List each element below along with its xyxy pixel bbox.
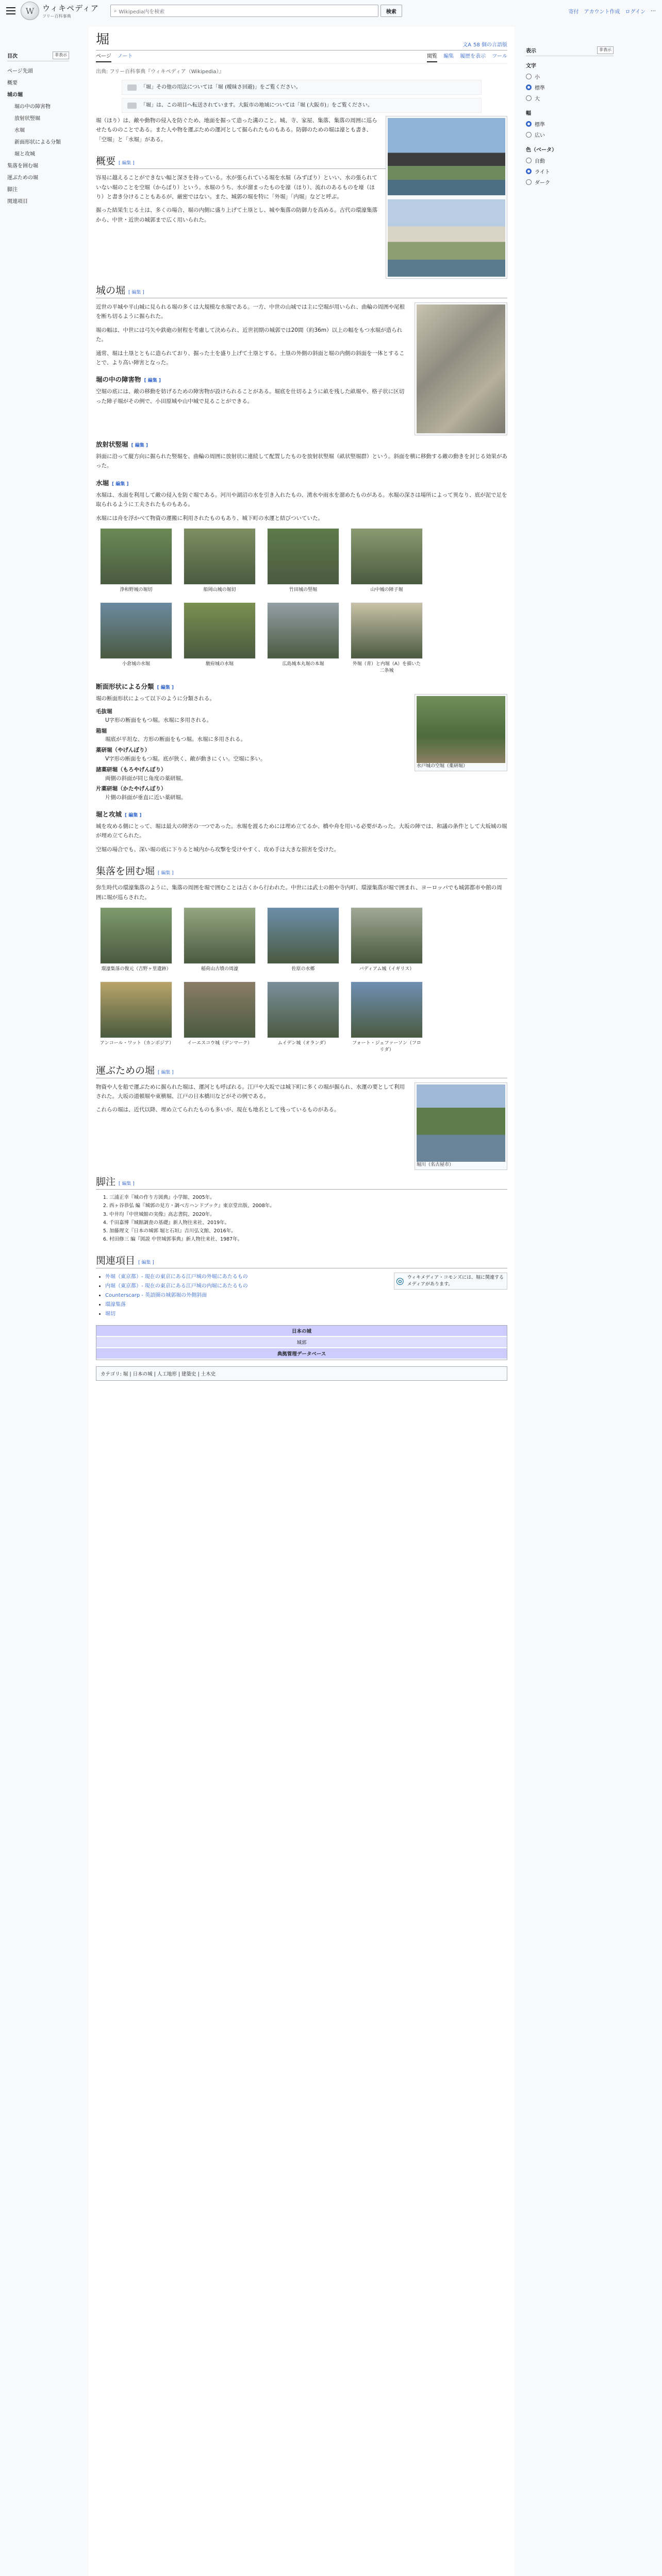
hatnote xyxy=(122,98,482,113)
edit-link[interactable]: [ 編集 ] xyxy=(119,1181,135,1187)
edit-link[interactable]: [ 編集 ] xyxy=(112,481,129,487)
gallery-caption: 駿府城の水堀 xyxy=(205,662,234,667)
gallery-item xyxy=(267,528,339,594)
option-label: 自動 xyxy=(535,159,545,164)
term-description: 片側の斜面が垂直に近い薬研堀。 xyxy=(105,794,187,801)
appearance-panel xyxy=(526,46,614,188)
figure-model xyxy=(415,302,507,435)
related-link[interactable]: 堀切 xyxy=(105,1311,115,1317)
gallery-image[interactable] xyxy=(100,907,172,964)
commons-box xyxy=(394,1273,507,1290)
toc-item[interactable]: 放射状竪堀 xyxy=(14,116,40,122)
gallery-image[interactable] xyxy=(184,602,256,659)
intro-paragraph: 堀（ほり）は、敵や動物の侵入を防ぐため、地面を掘って造った溝のこと。城、寺、家屋、集落、集落の周囲に巡らせたもののことである。また人や物を運ぶための運河として掘られたものもある。防御のための堀は濠とも書き、「空堀」と「水堀」がある。 xyxy=(96,117,377,143)
section-heading xyxy=(96,1174,507,1190)
donate-link[interactable]: 寄付 xyxy=(568,9,579,15)
toc-item[interactable]: 堀の中の障害物 xyxy=(14,104,51,110)
text-size-label: 文字 xyxy=(526,63,536,69)
related-item xyxy=(105,1310,507,1319)
reference-item: 1. 三浦正幸『城の作り方図典』小学館、2005年。 xyxy=(109,1194,507,1202)
heading-text: 堀の中の障害物 xyxy=(96,376,141,384)
edit-link[interactable]: [ 編集 ] xyxy=(157,685,174,690)
gallery-item xyxy=(267,907,339,973)
gallery-item xyxy=(184,602,256,674)
gallery-image[interactable] xyxy=(351,907,423,964)
toc-hide-button[interactable]: 非表示 xyxy=(53,52,69,59)
canal-image[interactable] xyxy=(417,1084,505,1162)
paragraph: 物資や人を船で運ぶために掘られた堀は、運河とも呼ばれる。江戸や大坂では城下町に多くの堀が掘られ、水運の要として利用された。大坂の道頓堀や東横堀、江戸の日本橋川などがその例である。 xyxy=(96,1083,405,1100)
radio-icon xyxy=(526,121,532,127)
gallery-caption: イーエスコウ城（デンマーク） xyxy=(187,1041,252,1046)
section-heading xyxy=(96,283,507,298)
term: 諸薬研堀（もろやげんぼり） xyxy=(96,766,167,773)
gallery xyxy=(100,528,503,674)
dry-moat-image[interactable] xyxy=(417,696,505,763)
wordmark-tagline: フリー百科事典 xyxy=(42,14,71,19)
commons-text: ウィキメディア・コモンズには、堀に関連するメディアがあります。 xyxy=(407,1275,504,1287)
gallery-item xyxy=(267,981,339,1053)
navbox xyxy=(96,1325,507,1360)
option-label: ライト xyxy=(535,170,550,175)
tab-edit[interactable]: 編集 xyxy=(443,54,454,59)
paragraph: 水堀には舟を浮かべて物資の運搬に利用されたものもあり、城下町の水運と結びついていた。 xyxy=(96,515,323,521)
radio-icon xyxy=(526,74,532,79)
paragraph: 通常、堀は土塁とともに造られており、掘った土を盛り上げて土塁とする。土塁の外側の斜面と堀の内側の斜面を一体とすることで、より高い障害となった。 xyxy=(96,350,405,366)
heading-text: 城の堀 xyxy=(96,285,126,296)
page-tabs xyxy=(96,50,507,64)
toc-header xyxy=(7,52,69,61)
appearance-header xyxy=(526,46,614,56)
gallery-caption: アンコール・ワット（カンボジア） xyxy=(100,1041,174,1046)
wordmark[interactable] xyxy=(42,3,99,19)
hatnote-text: 「堀」その他の用法については「堀 (曖昧さ回避)」をご覧ください。 xyxy=(141,84,301,90)
subsection-heading xyxy=(96,809,507,819)
login-link[interactable]: ログイン xyxy=(625,9,646,15)
gallery-image[interactable] xyxy=(267,981,339,1038)
text-option-small[interactable] xyxy=(526,71,614,82)
heading-text: 脚注 xyxy=(96,1176,116,1188)
commons-icon: ◎ xyxy=(396,1276,404,1287)
tab-read[interactable]: 閲覧 xyxy=(427,52,437,62)
paragraph: 城を攻める側にとって、堀は最大の障害の一つであった。水堀を渡るためには埋め立てるか、橋や舟を用いる必要があった。大坂の陣では、和議の条件として大坂城の堀が埋め立てられた。 xyxy=(96,823,507,839)
text-option-standard[interactable] xyxy=(526,82,614,93)
gallery-item xyxy=(351,602,423,674)
edit-link[interactable]: [ 編集 ] xyxy=(158,1070,174,1075)
tab-history[interactable]: 履歴を表示 xyxy=(460,54,486,59)
section-heading xyxy=(96,863,507,879)
language-button[interactable] xyxy=(462,40,507,48)
term: 箱堀 xyxy=(96,727,107,734)
toc-item[interactable]: 新面形状による分類 xyxy=(14,140,61,145)
heading-text: 水堀 xyxy=(96,479,109,487)
section-heading xyxy=(96,1063,507,1078)
toc-item[interactable]: 概要 xyxy=(7,80,18,86)
search-icon: ⌕ xyxy=(113,8,117,14)
paragraph: 堀の断面形状によって以下のように分類される。 xyxy=(96,695,215,702)
edit-link[interactable]: [ 編集 ] xyxy=(131,443,148,448)
toc-item[interactable]: ページ先頭 xyxy=(7,69,33,74)
toc-item[interactable]: 城の堀 xyxy=(7,92,23,98)
appearance-hide-button[interactable]: 非表示 xyxy=(597,46,614,54)
menu-icon[interactable] xyxy=(6,7,15,14)
reference-item: 5. 加藤理文『日本の城郭 堀と石垣』吉川弘文館、2016年。 xyxy=(109,1227,507,1235)
translate-icon: 文A xyxy=(462,42,472,48)
user-links xyxy=(569,7,656,15)
option-label: 小 xyxy=(535,75,540,80)
gallery-image[interactable] xyxy=(184,907,256,964)
option-label: 広い xyxy=(535,133,545,139)
gallery-image[interactable] xyxy=(100,528,172,585)
radio-icon xyxy=(526,84,532,90)
tab-tools[interactable]: ツール xyxy=(492,54,507,59)
term: 毛抜堀 xyxy=(96,708,112,715)
color-option-light[interactable] xyxy=(526,166,614,177)
toc-list xyxy=(7,64,69,207)
gallery-caption: 山中城の障子堀 xyxy=(370,587,403,592)
gallery-caption: 環濠集落の復元（吉野ヶ里遺跡） xyxy=(101,966,171,972)
option-label: 標準 xyxy=(535,122,545,128)
table-of-contents xyxy=(7,52,69,207)
gallery-item xyxy=(100,602,172,674)
paragraph: 空堀の場合でも、深い堀の底に下りると城内から攻撃を受けやすく、攻め手は大きな損害を受けた。 xyxy=(96,846,340,853)
heading-text: 関連項目 xyxy=(96,1255,136,1267)
gallery-caption: 小倉城の水堀 xyxy=(122,662,150,667)
reference-item: 3. 中井均『中世城館の実像』高志書院、2020年。 xyxy=(109,1211,507,1219)
gallery xyxy=(100,907,503,1054)
radio-icon xyxy=(526,179,532,185)
more-icon[interactable]: ⋯ xyxy=(651,8,656,14)
gallery-caption: 佐原の水郷 xyxy=(291,966,315,972)
references-list xyxy=(109,1194,507,1244)
heading-text: 放射状竪堀 xyxy=(96,440,128,448)
option-label: ダーク xyxy=(535,180,550,186)
gallery-image[interactable] xyxy=(184,981,256,1038)
hatnote xyxy=(122,80,482,95)
paragraph: 堀の幅は、中世には弓矢や鉄砲の射程を考慮して決められ、近世初期の城郭では20間（約36m）以上の幅をもつ水堀が造られた。 xyxy=(96,327,403,343)
reference-item: 2. 西ヶ谷恭弘 編『城郭の見方・調べ方ハンドブック』東京堂出版、2008年。 xyxy=(109,1202,507,1210)
section-heading xyxy=(96,1253,507,1268)
article-content xyxy=(89,27,515,2576)
width-option-wide[interactable] xyxy=(526,129,614,140)
color-label: 色（ベータ） xyxy=(526,147,557,153)
tab-talk[interactable]: ノート xyxy=(117,54,133,59)
figure-caption: 堀川（名古屋市） xyxy=(417,1162,454,1167)
toc-item[interactable]: 関連項目 xyxy=(7,199,28,205)
toc-item[interactable]: 集落を囲む堀 xyxy=(7,163,38,169)
related-link[interactable]: Counterscarp - 英語圏の城郭堀の外側斜面 xyxy=(105,1293,207,1299)
gallery-caption: ムイデン城（オランダ） xyxy=(277,1041,329,1046)
appearance-title: 表示 xyxy=(526,48,536,54)
radio-icon xyxy=(526,132,532,138)
figure-matsumoto xyxy=(386,116,507,279)
heading-text: 堀と攻城 xyxy=(96,810,122,818)
toc-title: 目次 xyxy=(7,54,18,59)
redirect-icon xyxy=(127,103,137,109)
width-label: 幅 xyxy=(526,111,531,116)
radio-icon xyxy=(526,168,532,174)
paragraph: 掘った結果生じる土は、多くの場合、堀の内側に盛り上げて土塁とし、城や集落の防御力を高める。古代の環濠集落から、中世・近世の城郭まで広く用いられた。 xyxy=(96,207,377,223)
edit-link[interactable]: [ 編集 ] xyxy=(158,871,174,876)
language-count: 58 個の言語版 xyxy=(473,42,507,48)
gallery-caption: 稲荷山古墳の周濠 xyxy=(201,966,238,972)
gallery-caption: 浄和野城の堀切 xyxy=(120,587,153,592)
subsection-heading xyxy=(96,478,507,487)
figure-horikawa xyxy=(415,1082,507,1171)
term-description: V字形の断面をもつ堀。底が狭く、敵が動きにくい。空堀に多い。 xyxy=(105,756,266,762)
toc-item[interactable]: 堀と攻城 xyxy=(14,151,35,157)
castle-image[interactable] xyxy=(388,118,505,195)
gallery-image[interactable] xyxy=(267,528,339,585)
gallery-item xyxy=(184,981,256,1053)
navbox-title[interactable]: 日本の城 xyxy=(96,1326,507,1337)
heading-text: 断面形状による分類 xyxy=(96,682,154,690)
related-item xyxy=(105,1291,507,1300)
related-link[interactable]: 環濠集落 xyxy=(105,1302,126,1308)
gallery-caption: 竹田城の竪堀 xyxy=(289,587,317,592)
edit-link[interactable]: [ 編集 ] xyxy=(128,290,144,295)
figure-caption: 水戸城の空堀（薬研堀） xyxy=(417,763,468,769)
edit-link[interactable]: [ 編集 ] xyxy=(119,161,135,166)
paragraph: 容易に越えることができない幅と深さを持っている。水が張られている堀を水堀（みずぼり）といい、水の張られていない堀のことを空堀（からぼり）という。水堀のうち、水が溜まったものを濠（ほり）、流れのあるものを壕（ほり）と書き分けることもあるが、厳密ではない。また、城郭の堀を特に「外堀」「内堀」などと呼ぶ。 xyxy=(96,175,377,200)
reference-item: 4. 千田嘉博『城館調査の基礎』新人物往来社、2019年。 xyxy=(109,1219,507,1227)
related-link[interactable]: 外堀（東京都）- 現在の東京にある江戸城の外堀にあたるもの xyxy=(105,1274,248,1280)
gallery-item xyxy=(351,528,423,594)
option-label: 標準 xyxy=(535,86,545,91)
navbox-row[interactable]: 典拠管理データベース xyxy=(96,1348,507,1360)
paragraph: 斜面に沿って縦方向に掘られた竪堀を、曲輪の周囲に放射状に連続して配置したものを放射状竪堀（畝状竪堀群）という。斜面を横に移動する敵の動きを封じる効果があった。 xyxy=(96,453,507,469)
heading-text: 運ぶための堀 xyxy=(96,1064,155,1076)
gallery-caption: バディアム城（イギリス） xyxy=(359,966,415,972)
paragraph: 水堀は、水面を利用して敵の侵入を防ぐ堀である。河川や湖沼の水を引き入れたもの、湧水や雨水を溜めたものがある。水堀の深さは場所によって異なり、底が泥で足を取られるように工夫されたものもある。 xyxy=(96,492,507,508)
toc-item[interactable]: 脚注 xyxy=(7,187,18,193)
hatnote-text: 「堀」は、この項目へ転送されています。大阪市の地域については「堀 (大阪市)」をご覧ください。 xyxy=(141,103,373,108)
gallery-item xyxy=(100,981,172,1053)
term: 片薬研堀（かたやげんぼり） xyxy=(96,786,167,792)
heading-text: 集落を囲む堀 xyxy=(96,866,155,877)
article-source: 出典: フリー百科事典『ウィキペディア（Wikipedia）』 xyxy=(96,69,224,75)
heading-text: 概要 xyxy=(96,156,116,167)
gallery-caption: フォート・ジェファーソン（フロリダ） xyxy=(352,1041,421,1053)
gallery-image[interactable] xyxy=(351,602,423,659)
tab-page[interactable]: ページ xyxy=(96,52,111,62)
search-input[interactable] xyxy=(110,5,378,17)
gallery-item xyxy=(100,528,172,594)
moat-image[interactable] xyxy=(388,199,505,277)
related-item xyxy=(105,1300,507,1310)
text-option-large[interactable] xyxy=(526,93,614,104)
radio-icon xyxy=(526,95,532,101)
width-option-standard[interactable] xyxy=(526,118,614,129)
edit-link[interactable]: [ 編集 ] xyxy=(125,813,142,818)
subsection-heading xyxy=(96,439,507,449)
edit-link[interactable]: [ 編集 ] xyxy=(144,378,161,384)
gallery-item xyxy=(267,602,339,674)
radio-icon xyxy=(526,158,532,163)
edit-link[interactable]: [ 編集 ] xyxy=(138,1260,154,1266)
paragraph: 弥生時代の環濠集落のように、集落の周囲を堀で囲むことは古くから行われた。中世には武士の館や寺内町、環濠集落が堀で囲まれ、ヨーロッパでも城郭都市や館の周囲に堀が巡らされた。 xyxy=(96,885,502,901)
gallery-image[interactable] xyxy=(184,528,256,585)
search-placeholder: Wikipedia内を検索 xyxy=(119,9,165,15)
term: 薬研堀（やげんぼり） xyxy=(96,747,150,754)
gallery-image[interactable] xyxy=(100,981,172,1038)
option-label: 大 xyxy=(535,96,540,102)
page-title: 堀 xyxy=(96,32,110,47)
related-link[interactable]: 内堀（東京都）- 現在の東京にある江戸城の内堀にあたるもの xyxy=(105,1283,248,1290)
term-description: 堀底が平坦な、方形の断面をもつ堀。水堀に多用される。 xyxy=(105,736,246,743)
gallery-image[interactable] xyxy=(100,602,172,659)
color-option-dark[interactable] xyxy=(526,177,614,188)
gallery-item xyxy=(351,907,423,973)
castle-model-image[interactable] xyxy=(417,304,505,433)
search-button[interactable]: 検索 xyxy=(380,5,402,17)
wordmark-title: ウィキペディア xyxy=(42,4,99,13)
gallery-caption: 広島城本丸堀の本堀 xyxy=(282,662,324,667)
gallery-caption: 外堀（青）と内堀（A）を描いた二条城 xyxy=(352,662,421,674)
toc-item[interactable]: 運ぶための堀 xyxy=(7,175,38,181)
color-option-auto[interactable] xyxy=(526,155,614,166)
gallery-caption: 船岡山城の堀切 xyxy=(203,587,236,592)
gallery-item xyxy=(100,907,172,973)
paragraph: 近世の平城や平山城に見られる堀の多くは大規模な水堀である。一方、中世の山城では主に空堀が用いられ、曲輪の周囲や尾根を断ち切るように掘られた。 xyxy=(96,304,405,320)
wikipedia-logo[interactable]: W xyxy=(21,2,39,20)
gallery-item xyxy=(184,907,256,973)
page-title-bar xyxy=(96,27,507,50)
subsection-heading xyxy=(96,682,507,691)
term-description: 両側の斜面が同じ角度の薬研堀。 xyxy=(105,775,187,782)
gallery-image[interactable] xyxy=(267,907,339,964)
paragraph: これらの堀は、近代以降、埋め立てられたものも多いが、現在も地名として残っているものがある。 xyxy=(96,1107,340,1113)
create-account-link[interactable]: アカウント作成 xyxy=(584,9,620,15)
gallery-item xyxy=(351,981,423,1053)
gallery-image[interactable] xyxy=(267,602,339,659)
gallery-image[interactable] xyxy=(351,528,423,585)
term-description: U字形の断面をもつ堀。水堀に多用される。 xyxy=(105,717,212,723)
header-bar xyxy=(0,0,662,22)
paragraph: 空堀の底には、敵の移動を妨げるための障害物が設けられることがある。堀底を仕切るように畝を残した畝堀や、格子状に区切った障子堀がその例で、小田原城や山中城で見ることができる。 xyxy=(96,388,405,404)
reference-item: 6. 村田修三 編『図説 中世城郭事典』新人物往来社、1987年。 xyxy=(109,1235,507,1244)
categories[interactable]: カテゴリ: 堀 | 日本の城 | 人工地形 | 建築史 | 土木史 xyxy=(96,1366,507,1381)
navbox-row[interactable]: 城郭 xyxy=(96,1337,507,1348)
gallery-item xyxy=(184,528,256,594)
toc-item[interactable]: 水堀 xyxy=(14,128,25,133)
figure-mito xyxy=(415,694,507,772)
disambig-icon xyxy=(127,84,137,91)
gallery-image[interactable] xyxy=(351,981,423,1038)
